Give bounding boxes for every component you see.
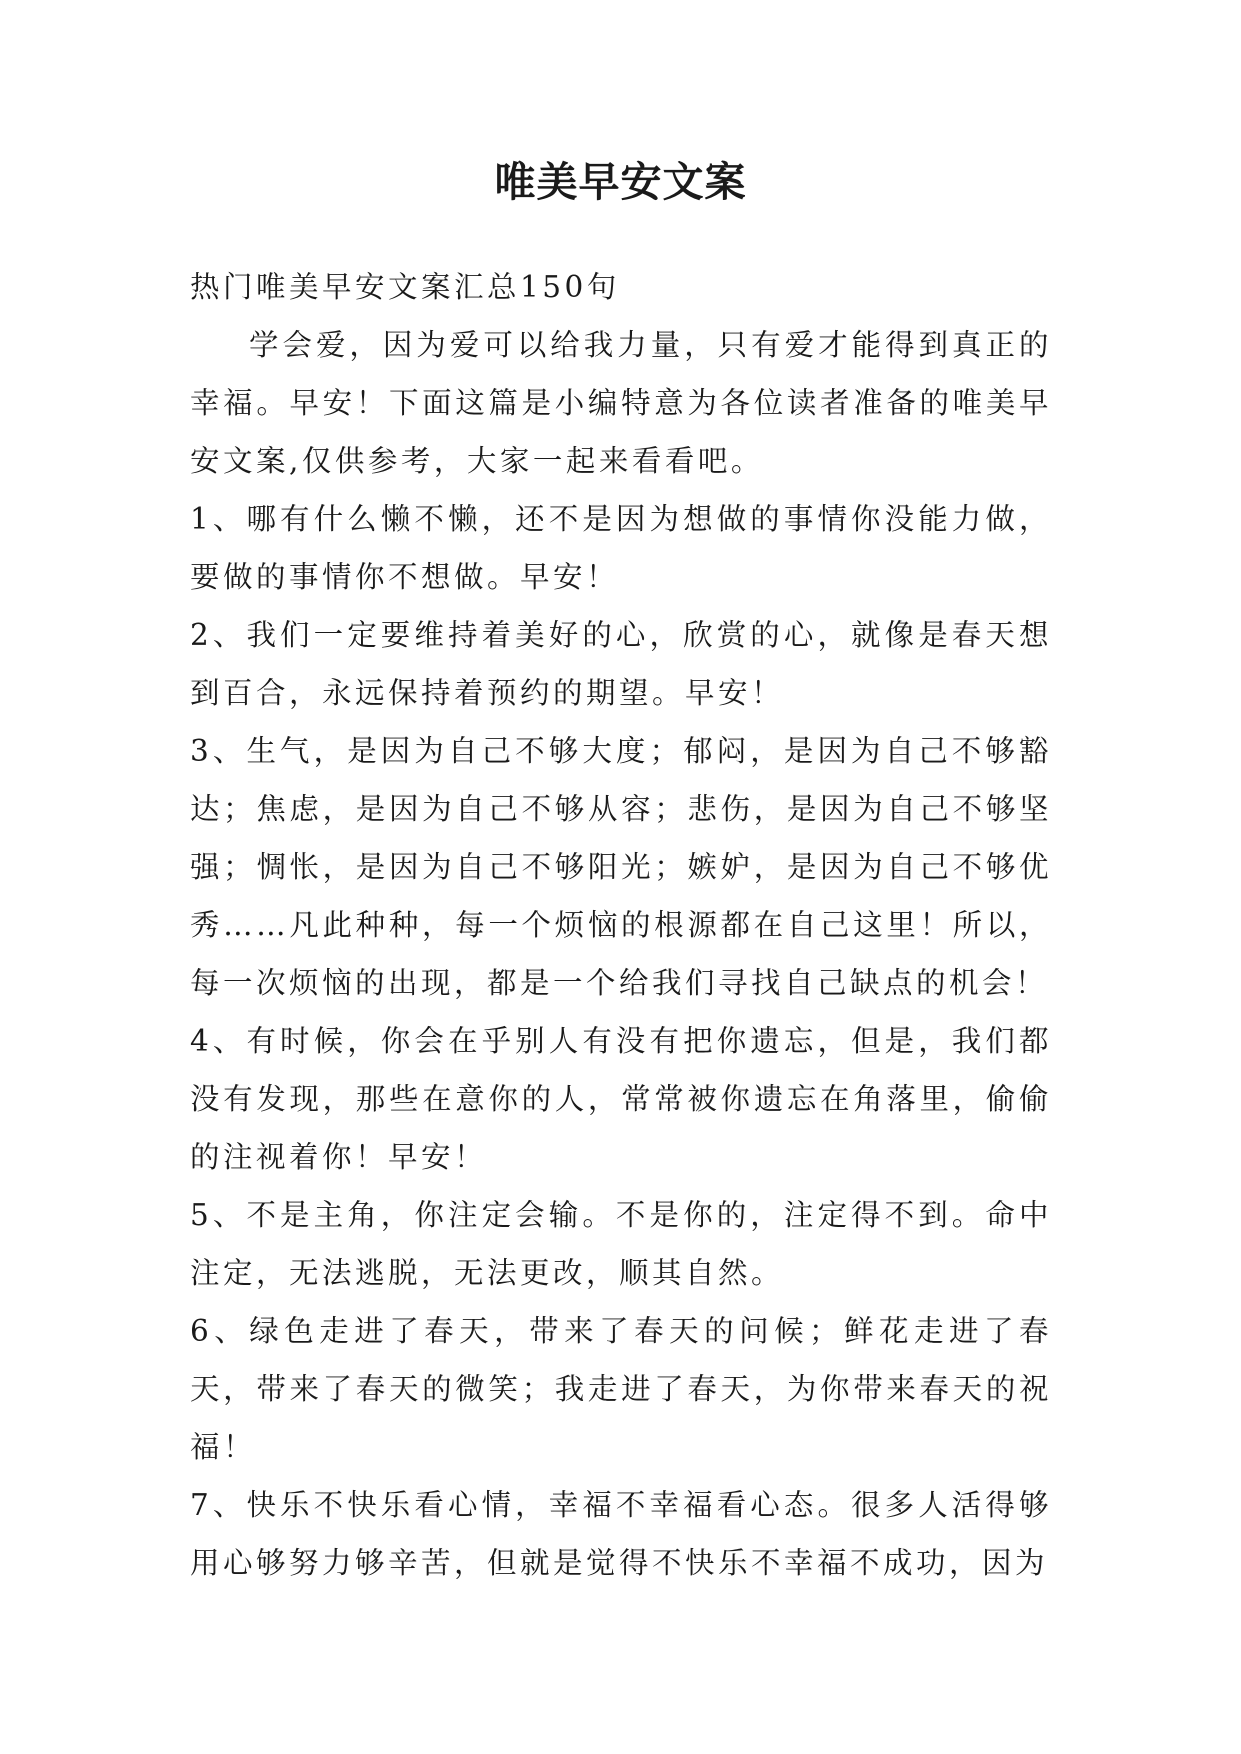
list-item: 6、绿色走进了春天，带来了春天的问候；鲜花走进了春天，带来了春天的微笑；我走进了春天，为你带来春天的祝福！ (190, 1314, 1052, 1464)
document-title: 唯美早安文案 (494, 158, 747, 206)
document-subtitle: 热门唯美早安文案汇总150句 (190, 270, 620, 304)
list-item: 2、我们一定要维持着美好的心，欣赏的心，就像是春天想到百合，永远保持着预约的期望。早安！ (190, 618, 1052, 710)
document-body (190, 258, 1052, 1592)
list-item: 1、哪有什么懒不懒，还不是因为想做的事情你没能力做，要做的事情你不想做。早安！ (190, 502, 1052, 594)
list-item: 5、不是主角，你注定会输。不是你的，注定得不到。命中注定，无法逃脱，无法更改，顺其自然。 (190, 1198, 1052, 1290)
list-item: 3、生气，是因为自己不够大度；郁闷，是因为自己不够豁达；焦虑，是因为自己不够从容；悲伤，是因为自己不够坚强；惆怅，是因为自己不够阳光；嫉妒，是因为自己不够优秀……凡此种种，每一个烦恼的根源都在自己这里！所以，每一次烦恼的出现，都是一个给我们寻找自己缺点的机会！ (190, 734, 1052, 1000)
list-item: 7、快乐不快乐看心情，幸福不幸福看心态。很多人活得够用心够努力够辛苦，但就是觉得不快乐不幸福不成功，因为 (190, 1488, 1052, 1580)
list-item: 4、有时候，你会在乎别人有没有把你遗忘，但是，我们都没有发现，那些在意你的人，常常被你遗忘在角落里，偷偷的注视着你！早安！ (190, 1024, 1052, 1174)
intro-paragraph: 学会爱，因为爱可以给我力量，只有爱才能得到真正的幸福。早安！下面这篇是小编特意为各位读者准备的唯美早安文案,仅供参考，大家一起来看看吧。 (190, 328, 1052, 478)
